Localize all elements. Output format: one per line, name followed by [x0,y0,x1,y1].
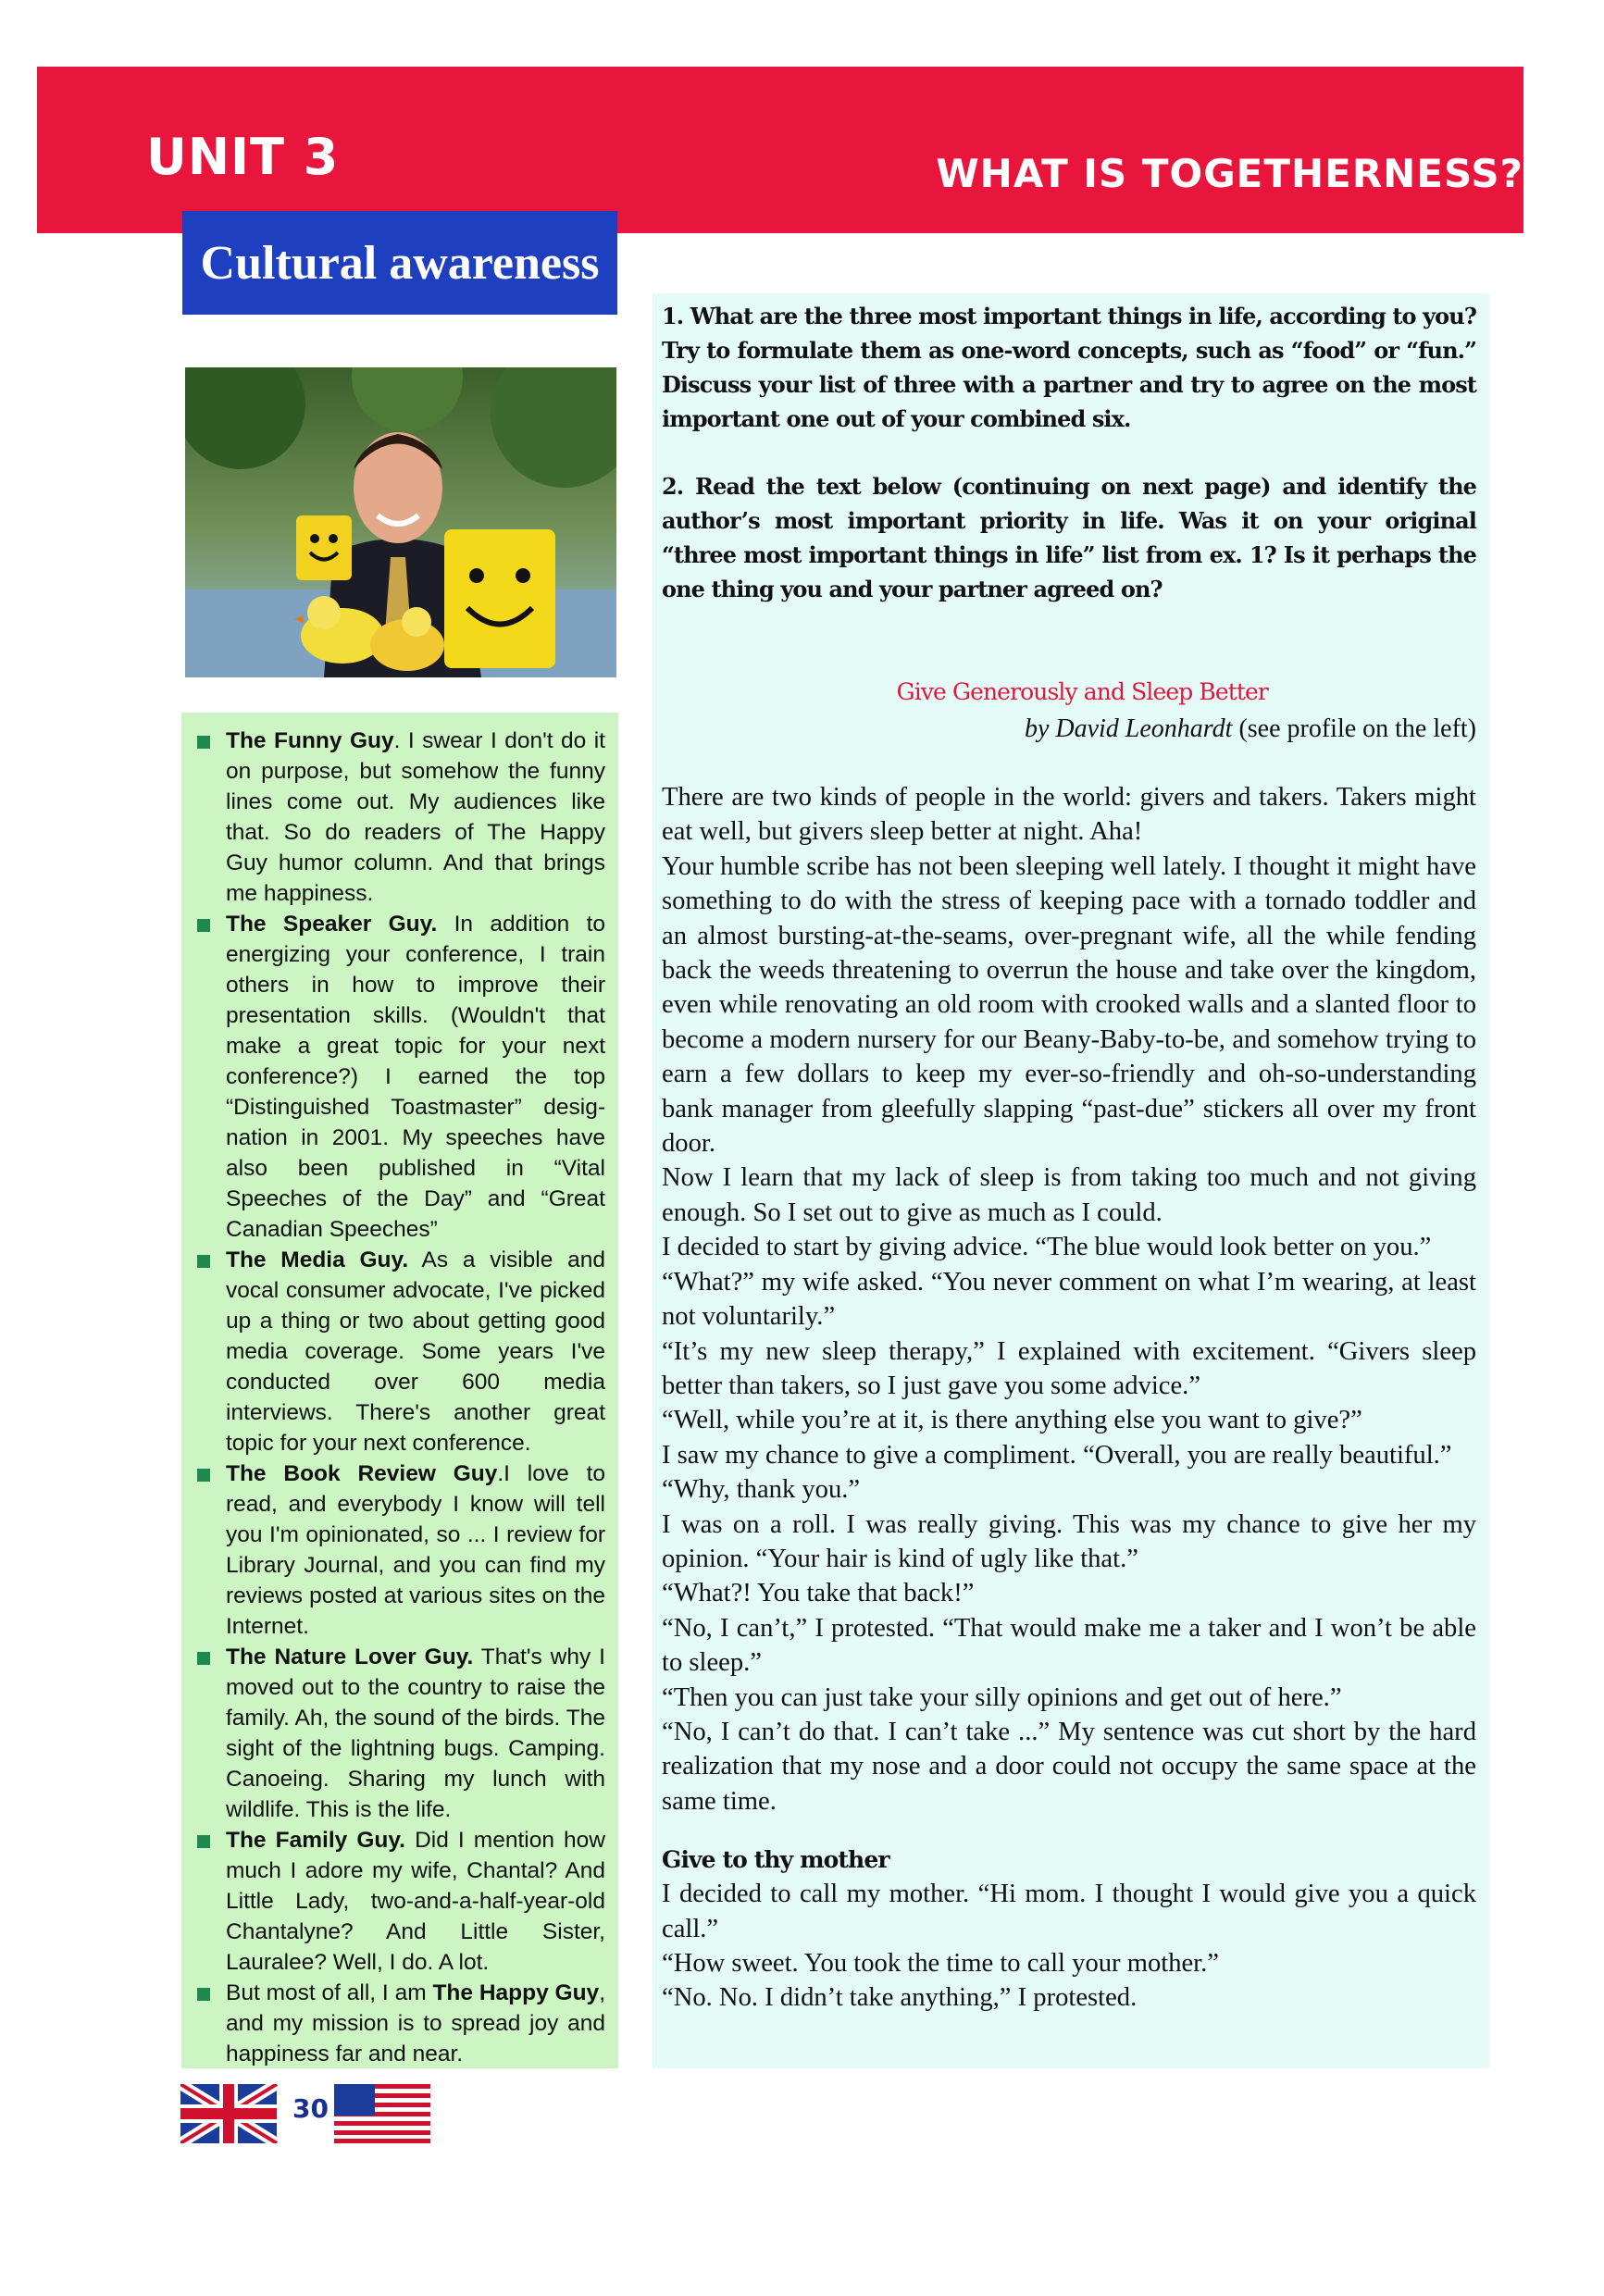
author-photo [185,367,616,677]
story-paragraph: “No, I can’t,” I protested. “That would make me a taker and I won’t be able to sleep.” [662,1613,1476,1678]
story-paragraph: Your humble scribe has not been sleeping well lately. I thought it might have something to do with the stress of keeping pace with a tornado toddler and an almost bursting-at-the-seams, over-pregnant wife, all the while fending back the weeds threatening to overrun the house and take over the kingdom, even while renovating an old room with crooked walls and a slanted floor to become a modern nursery for our Beany-Baby-to-be, and somehow trying to earn a few dollars to keep my ever-so-friendly and oh-so-understanding bank manager from gleefully slapping “past-due” stickers all over my front door. [662,851,1476,1159]
exercise-2: 2. Read the text below (continuing on next page) and identify the author’s most important priority in life. Was it on your original “three most important things in life” list from ex. 1? Is it perhaps the one thing you and your partner agreed on? [662,473,1476,602]
list-item: The Media Guy. As a visible and vocal consumer advocate, I've picked up a thing or two about getting good media coverage. Some years I've conducted over 600 media interviews. There's another great topic for your next conference. [194,1245,605,1458]
page-number: 30 [292,2093,329,2124]
story-paragraph: I was on a roll. I was really giving. This was my chance to give her my opinion. “Your hair is kind of ugly like that.” [662,1509,1476,1573]
page-title: WHAT IS TOGETHERNESS? [936,151,1523,196]
story-paragraph: “Why, thank you.” [662,1475,861,1505]
list-item: The Book Review Guy.I love to read, and everybody I know will tell you I'm opinionated, so ... I review for Library Journal, and you can find my reviews posted at various sites on the Internet. [194,1458,605,1642]
story-paragraph: Now I learn that my lack of sleep is from taking too much and not giving enough. So I set out to give as much as I could. [662,1163,1476,1227]
exercise-1: 1. What are the three most important things in life, according to you? Try to formulate them as one-word concepts, such as “food” or “fun.” Discuss your list of three with a partner and try to agree on the most important one out of your combined six. [662,303,1476,432]
story-title: Give Generously and Sleep Better [896,678,1268,705]
section-tab: Cultural awareness [182,211,617,315]
story-paragraph: “What?” my wife asked. “You never comment on what I’m wearing, at least not voluntarily.” [662,1267,1476,1332]
story-paragraph: I decided to call my mother. “Hi mom. I thought I would give you a quick call.” [662,1880,1476,1943]
story-paragraph: “How sweet. You took the time to call your mother.” [662,1949,1219,1978]
story-subheading: Give to thy mother [662,1846,889,1874]
story-paragraph: I decided to start by giving advice. “The blue would look better on you.” [662,1233,1432,1262]
list-item: The Nature Lover Guy. That's why I moved out to the country to raise the family. Ah, the sound of the birds. The sight of the lightning bugs. Camping. Canoeing. Sharing my lunch with wildlife. This is the life. [194,1642,605,1825]
story-paragraph: “No. No. I didn’t take anything,” I protested. [662,1983,1138,2013]
story-paragraph: There are two kinds of people in the world: givers and takers. Takers might eat well, but givers sleep better at night. Aha! [662,783,1476,847]
list-item: The Funny Guy. I swear I don't do it on purpose, but somehow the funny lines come out. My audiences like that. So do readers of The Happy Guy humor column. And that brings me happiness. [194,726,605,909]
author-profile [181,713,618,2068]
story-paragraph: “What?! You take that back!” [662,1579,975,1608]
story-paragraph: I saw my chance to give a compliment. “Overall, you are really beautiful.” [662,1440,1452,1470]
list-item: The Speaker Guy. In addition to energizing your conference, I train others in how to improve their presentation skills. (Wouldn't that make a great topic for your next conference?) I earned the top “Distinguished Toastmaster” designation in 2001. My speeches have also been published in “Vital Speeches of the Day” and “Great Canadian Speeches” [194,909,605,1245]
unit-title: UNIT 3 [146,128,340,186]
story-byline: by David Leonhardt (see profile on the left) [1024,714,1476,743]
story-paragraph: “It’s my new sleep therapy,” I explained with excitement. “Givers sleep better than takers, so I just gave you some advice.” [662,1336,1476,1400]
list-item: The Family Guy. Did I mention how much I adore my wife, Chantal? And Little Lady, two-and-a-half-year-old Chantalyne? And Little Sister, Lauralee? Well, I do. A lot. [194,1825,605,1978]
story-paragraph: “Then you can just take your silly opinions and get out of here.” [662,1682,1342,1712]
story-body [662,780,1476,2016]
list-item: But most of all, I am The Happy Guy, and my mission is to spread joy and happiness far and near. [194,1978,605,2069]
story-paragraph: “Well, while you’re at it, is there anything else you want to give?” [662,1406,1362,1435]
story-paragraph: “No, I can’t do that. I can’t take ...” My sentence was cut short by the hard realization that my nose and a door could not occupy the same space at the same time. [662,1717,1476,1816]
us-flag-icon [334,2084,430,2143]
exercise-instructions [662,299,1476,639]
uk-flag-icon [180,2084,277,2143]
